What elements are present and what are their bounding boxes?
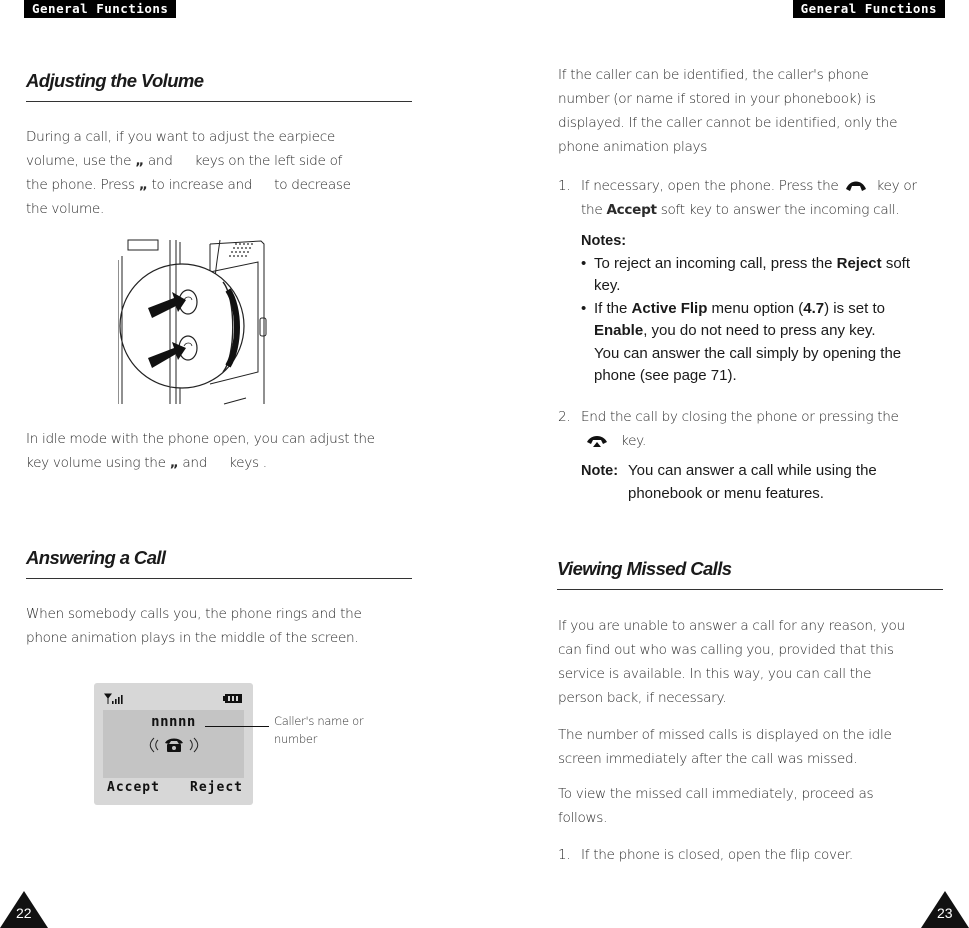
note-block: Note: You can answer a call while using the phonebook or menu features. — [581, 462, 877, 502]
missed-step-1-text: If the phone is closed, open the flip cover. — [581, 847, 853, 863]
volume-up-key-icon: „ — [169, 455, 179, 471]
notes-block: Notes: • To reject an incoming call, press the Reject soft key. • If the Active Flip menu option (4.7) is set to Enable, you do not need to press any key. You can answer the call simply by opening the phone (see page 71). — [581, 230, 956, 388]
section-tag-left: General Functions — [24, 0, 176, 18]
reject-soft-key[interactable]: Reject — [190, 780, 243, 795]
signal-strength-icon — [104, 693, 124, 705]
volume-paragraph-2: In idle mode with the phone open, you can adjust the key volume using the „ and keys . — [26, 431, 375, 471]
heading-answering-call: Answering a Call — [26, 547, 166, 568]
heading-rule — [26, 578, 412, 579]
answer-paragraph: When somebody calls you, the phone rings and the phone animation plays in the middle of the screen. — [26, 606, 362, 646]
page-number-left: 22 — [16, 905, 32, 921]
step-1-number: 1. — [558, 178, 571, 194]
caller-id-text: nnnnn — [151, 714, 196, 730]
battery-icon — [223, 693, 243, 704]
ringing-phone-icon — [148, 735, 200, 755]
step-2-number: 2. — [558, 409, 571, 425]
incoming-call-screen — [94, 683, 253, 805]
volume-paragraph-1: During a call, if you want to adjust the earpiece volume, use the „ and keys on the left side of the phone. Press „ to increase and to decrease the volume. — [26, 129, 351, 217]
caller-name-callout: Caller's name or number — [274, 714, 364, 746]
note-bullet: • To reject an incoming call, press the Reject soft key. — [581, 254, 911, 294]
missed-paragraph-1: If you are unable to answer a call for any reason, you can find out who was calling you, provided that this service is available. In this way, you can call the person back, if necessary. — [558, 618, 905, 706]
volume-up-key-icon: „ — [138, 177, 148, 193]
heading-missed-calls: Viewing Missed Calls — [557, 558, 732, 579]
end-key-icon — [585, 434, 609, 448]
accept-soft-key[interactable]: Accept — [107, 780, 160, 795]
missed-step-1-number: 1. — [558, 847, 571, 863]
send-key-icon — [844, 179, 868, 193]
volume-up-key-icon: „ — [135, 153, 144, 169]
step-2-text: End the call by closing the phone or pressing the key. — [581, 409, 899, 449]
heading-rule — [26, 101, 412, 102]
missed-paragraph-3: To view the missed call immediately, proceed as follows. — [558, 786, 874, 826]
heading-rule — [557, 589, 943, 590]
page-number-right: 23 — [937, 905, 953, 921]
missed-paragraph-2: The number of missed calls is displayed on the idle screen immediately after the call was missed. — [558, 727, 892, 767]
caller-id-paragraph: If the caller can be identified, the caller's phone number (or name if stored in your phonebook) is displayed. If the caller cannot be identified, only the phone animation plays — [558, 67, 898, 155]
note-bullet: • If the Active Flip menu option (4.7) is set to Enable, you do not need to press any key. You can answer the call simply by opening the phone (see page 71). — [581, 299, 902, 384]
section-tag-right: General Functions — [793, 0, 945, 18]
phone-side-keys-illustration — [118, 238, 268, 406]
heading-adjusting-volume: Adjusting the Volume — [26, 70, 204, 91]
step-1-text: If necessary, open the phone. Press the key or the Accept soft key to answer the incoming call. — [581, 178, 917, 218]
callout-line — [205, 726, 269, 727]
